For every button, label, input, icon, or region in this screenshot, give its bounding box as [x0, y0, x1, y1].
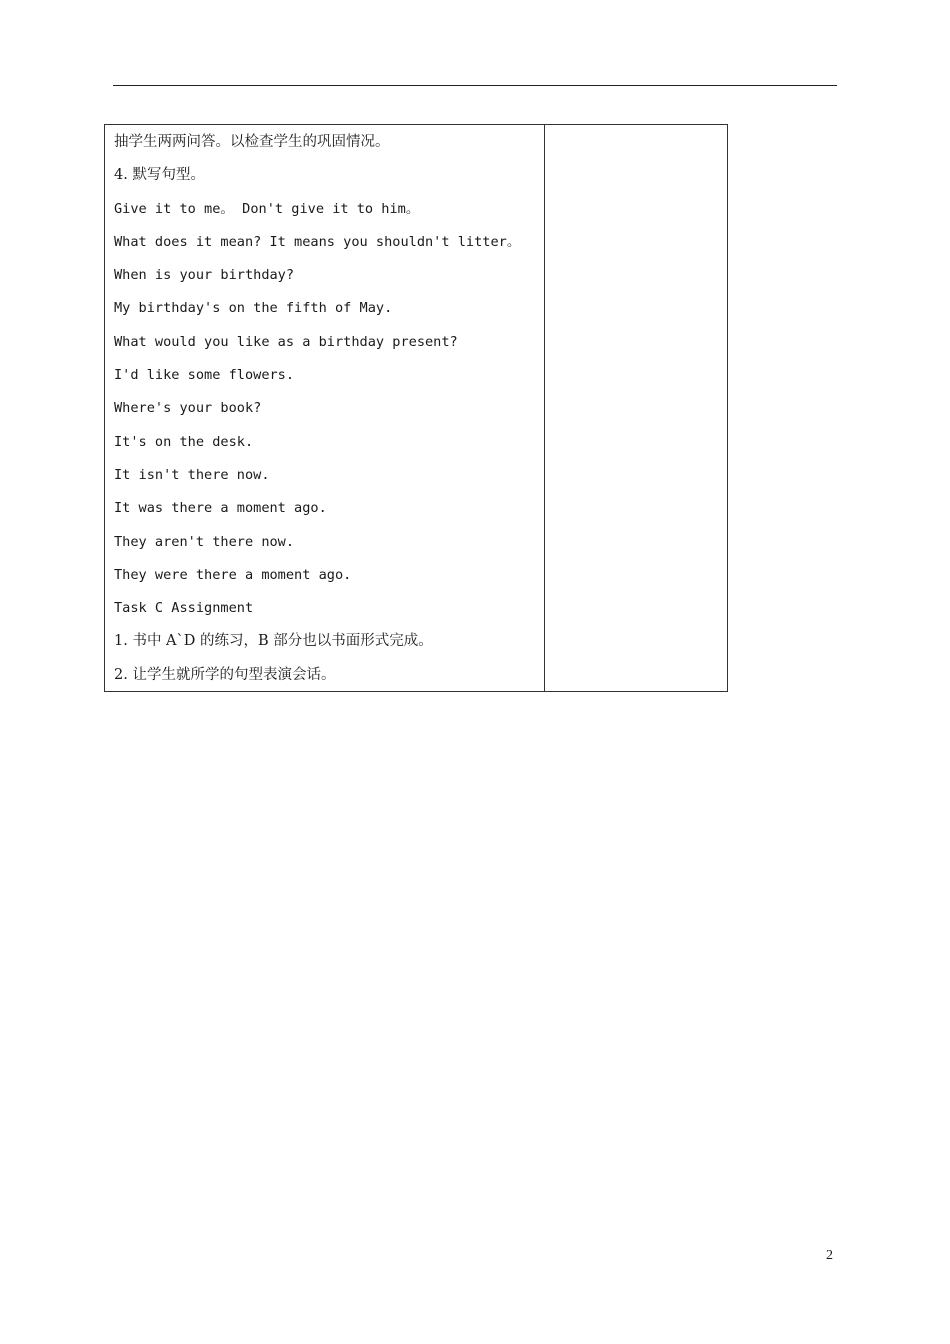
content-line: 2. 让学生就所学的句型表演会话。	[114, 666, 336, 683]
lesson-content-column	[105, 125, 545, 691]
page-number: 2	[826, 1248, 833, 1263]
content-line: They aren't there now.	[114, 533, 295, 550]
content-line: Task C Assignment	[114, 600, 254, 617]
content-line: It's on the desk.	[114, 433, 254, 450]
content-line: It isn't there now.	[114, 466, 270, 483]
content-line: I'd like some flowers.	[114, 367, 295, 384]
content-line: Give it to me。 Don't give it to him。	[114, 200, 420, 217]
notes-column	[545, 125, 727, 691]
content-line: 1. 书中 A`D 的练习，B 部分也以书面形式完成。	[114, 633, 433, 650]
content-line: What does it mean? It means you shouldn't litter。	[114, 233, 521, 250]
lesson-table	[104, 124, 728, 692]
content-line: My birthday's on the fifth of May.	[114, 300, 393, 317]
header-rule	[113, 85, 837, 86]
content-line: 抽学生两两问答。以检查学生的巩固情况。	[114, 134, 390, 150]
content-line: When is your birthday?	[114, 267, 295, 284]
content-line: They were there a moment ago.	[114, 566, 352, 583]
content-line: 4. 默写句型。	[114, 167, 205, 184]
content-line: What would you like as a birthday present?	[114, 333, 458, 350]
content-line: Where's your book?	[114, 400, 262, 417]
content-line: It was there a moment ago.	[114, 500, 327, 517]
